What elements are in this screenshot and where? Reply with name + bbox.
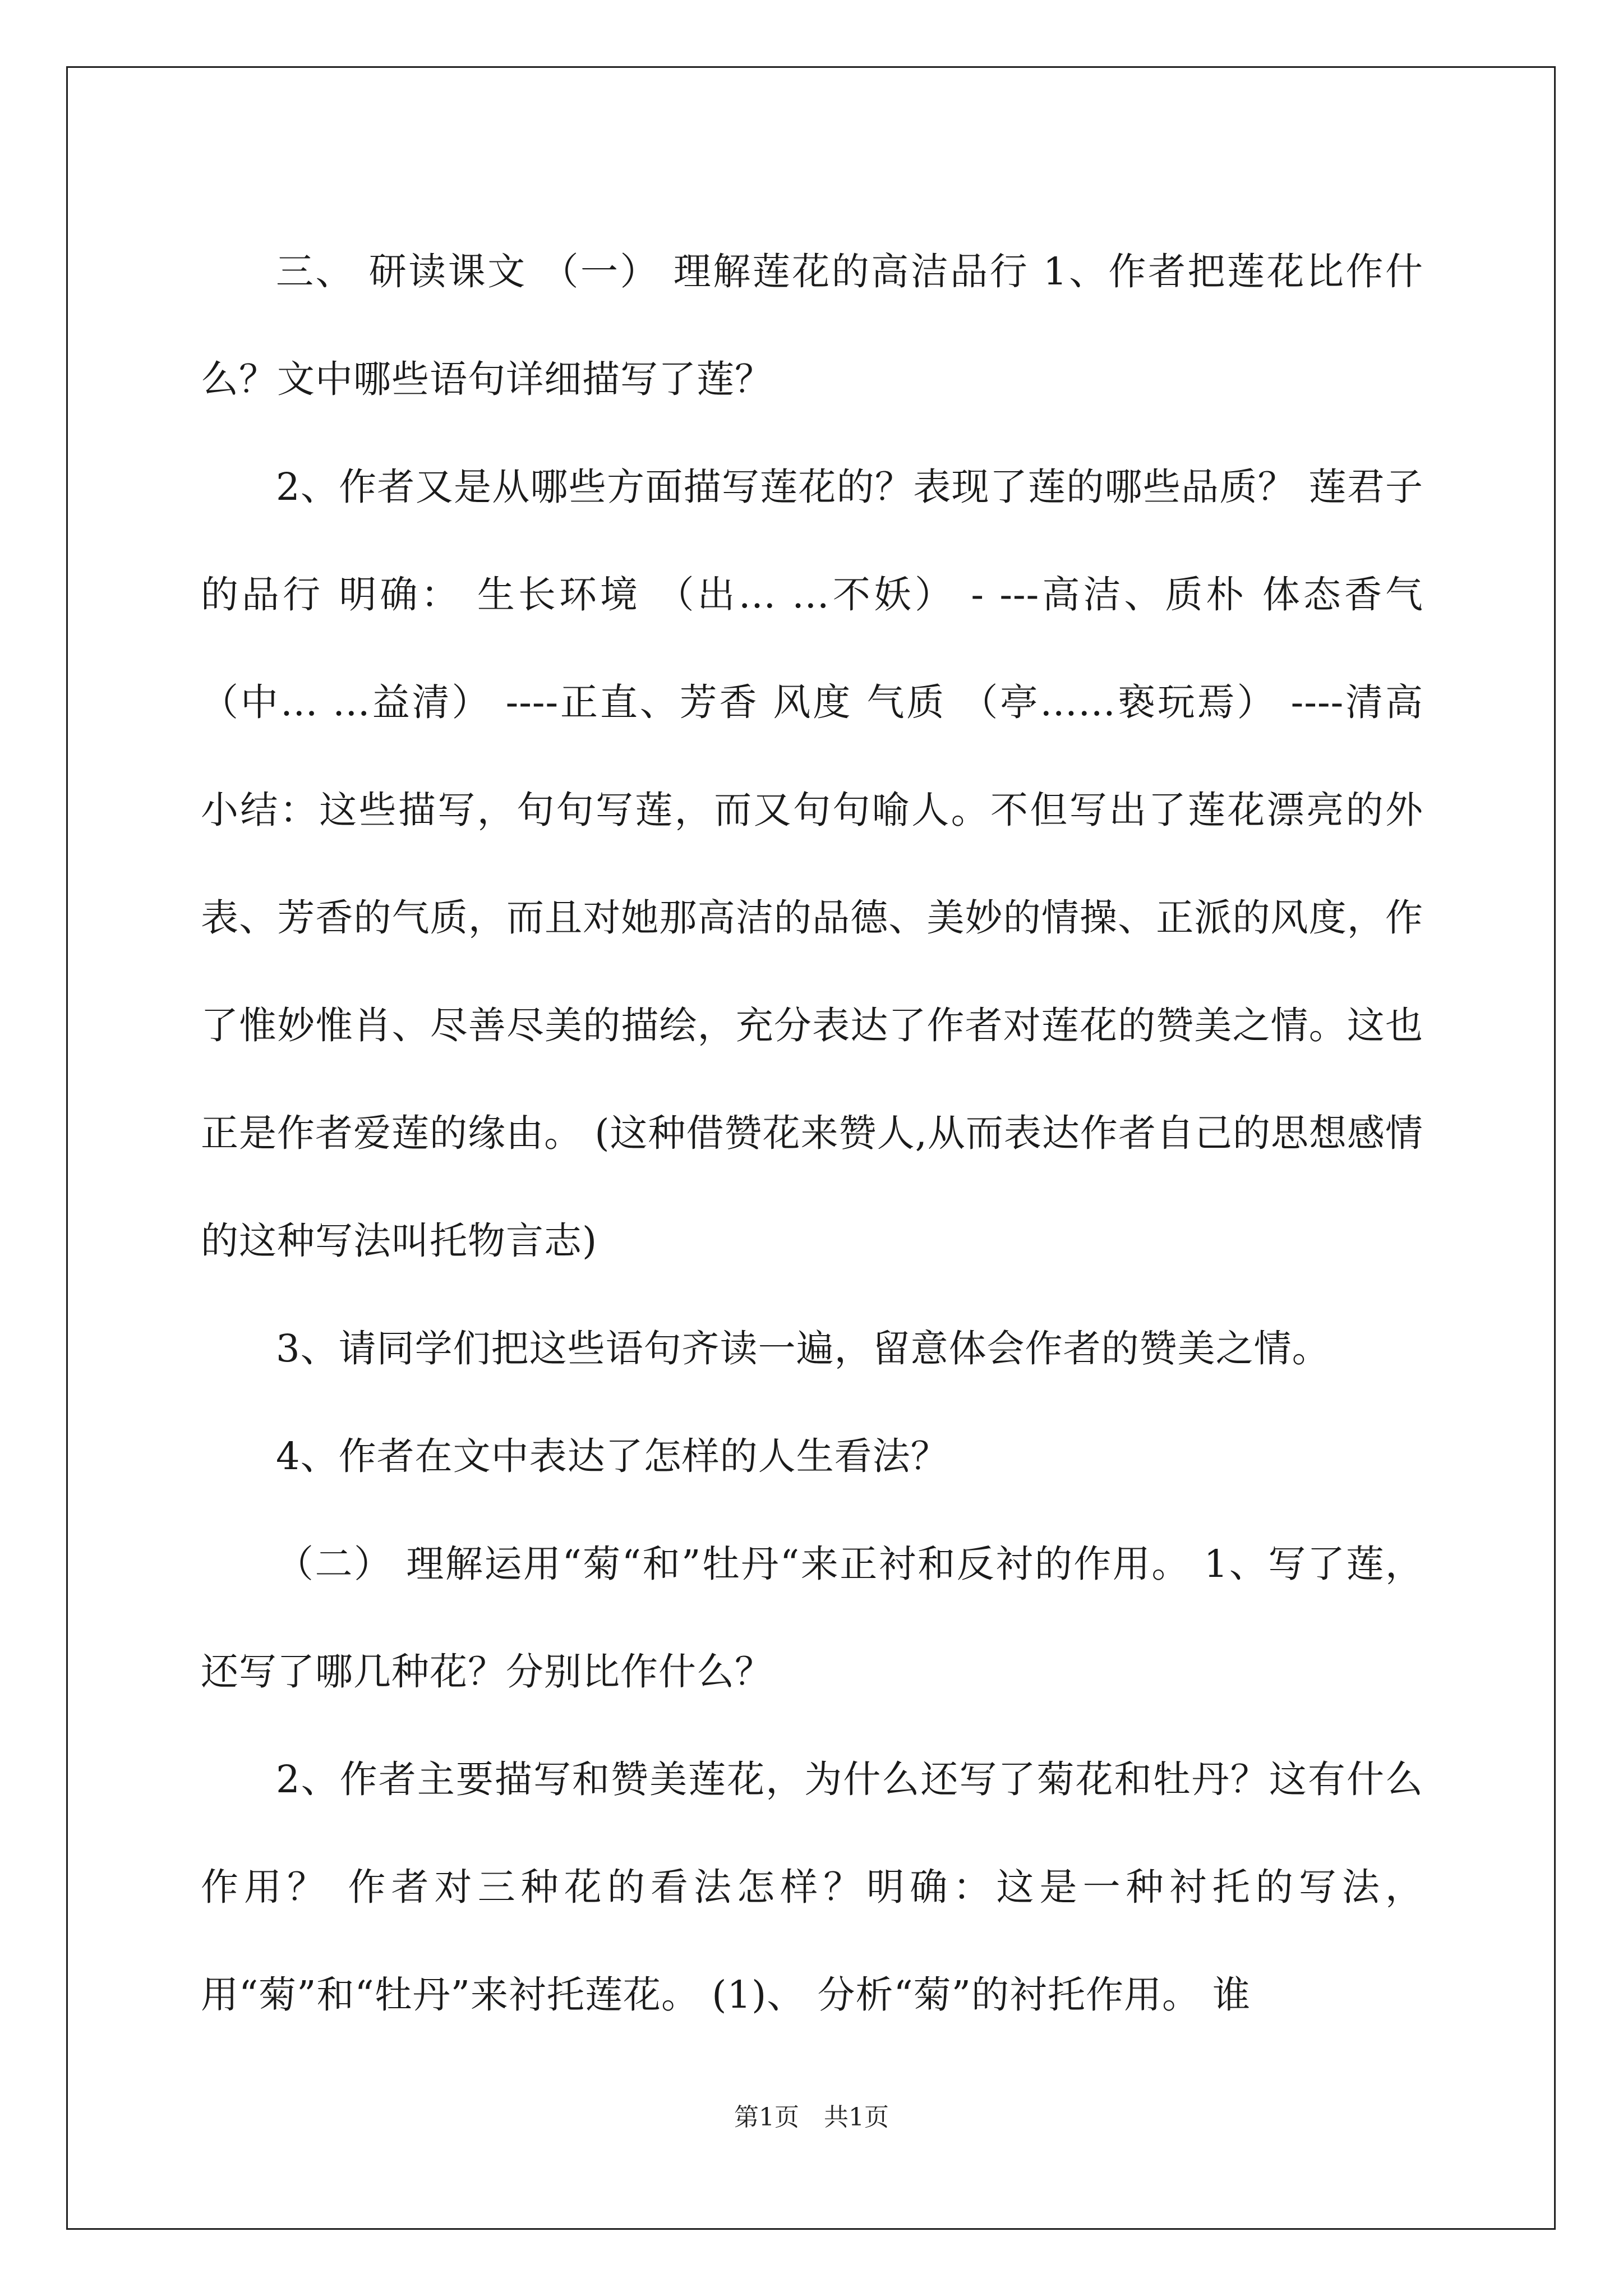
paragraph-3: 3、请同学们把这些语句齐读一遍，留意体会作者的赞美之情。 [276,1327,1330,1370]
paragraph-6: 2、作者主要描写和赞美莲花，为什么还写了菊花和牡丹？这有什么作用？ 作者对三种花的看法怎样？明确：这是一种衬托的写法，用“菊”和“牡丹”来衬托莲花。 (1)、 分析“菊”的衬托作用。 谁 [201,1757,1423,2017]
paragraph-5: （二） 理解运用“菊“和”牡丹“来正衬和反衬的作用。 1、写了莲，还写了哪几种花？分别比作什么？ [201,1542,1423,1694]
paragraph-2: 2、作者又是从哪些方面描写莲花的？表现了莲的哪些品质？ 莲君子的品行 明确： 生长环境 （出… …不妖） - ---高洁、质朴 体态香气 （中… …益清） ----正直、芳香 风度 气质 （亭……亵玩焉） ----清高 小结：这些描写，句句写莲，而又句句喻人。不但写出了莲花漂亮的外表、芳香的气质，而且对她那高洁的品德、美妙的情操、正派的风度，作了惟妙惟肖、尽善尽美的描绘，充分表达了作者对莲花的赞美之情。这也正是作者爱莲的缘由。 (这种借赞花来赞人,从而表达作者自己的思想感情的这种写法叫托物言志) [201,465,1423,1263]
document-body [201,218,1423,2049]
paragraph-1: 三、 研读课文 （一） 理解莲花的高洁品行 1、作者把莲花比作什么？文中哪些语句详细描写了莲？ [201,250,1423,401]
page-footer: 第1页 共1页 [734,2103,889,2132]
paragraph-4: 4、作者在文中表达了怎样的人生看法？ [276,1434,949,1478]
